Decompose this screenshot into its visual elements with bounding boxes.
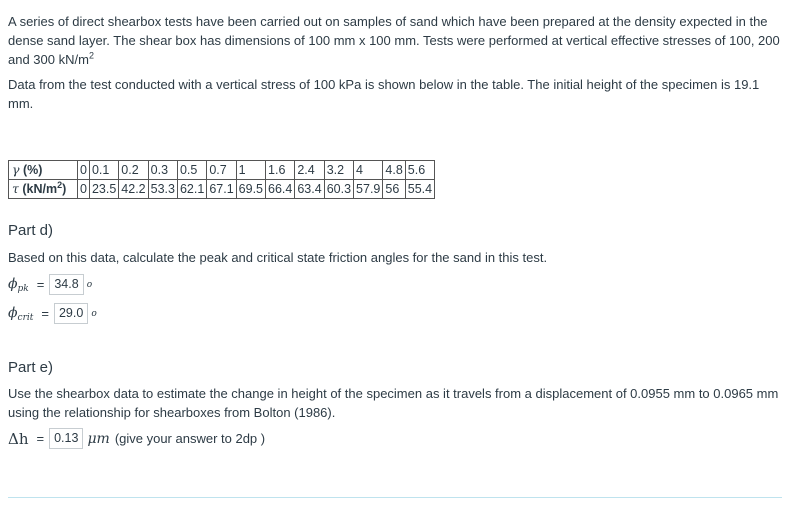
table-cell: 0 [78, 180, 90, 199]
data-table [8, 160, 435, 199]
degree-unit: o [86, 279, 93, 290]
answer-precision-note: (give your answer to 2dp ) [114, 431, 266, 446]
table-cell: 4.8 [383, 161, 405, 180]
table-cell: 1.6 [266, 161, 295, 180]
phi-symbol: ϕ [8, 304, 18, 321]
table-cell: 56 [383, 180, 405, 199]
table-cell: 0.3 [148, 161, 177, 180]
table-cell: 2.4 [295, 161, 324, 180]
micrometre-unit: μm [87, 430, 110, 447]
table-row-strain [9, 161, 435, 180]
bottom-divider [8, 497, 782, 498]
table-cell: 55.4 [405, 180, 434, 199]
table-cell: 66.4 [266, 180, 295, 199]
row-label-strain: (%) [19, 163, 43, 177]
row-header-strain [9, 161, 78, 180]
table-cell: 63.4 [295, 180, 324, 199]
table-cell: 1 [236, 161, 265, 180]
part-e-title: Part e) [8, 359, 54, 376]
table-cell: 5.6 [405, 161, 434, 180]
table-cell: 0.7 [207, 161, 236, 180]
superscript-2: 2 [88, 50, 94, 61]
tau-symbol: τ [12, 181, 19, 196]
table-cell: 0.1 [89, 161, 118, 180]
phi-crit-symbol [8, 305, 33, 323]
delta-h-symbol: Δh [8, 429, 29, 448]
table-cell: 69.5 [236, 180, 265, 199]
row-label-close: ) [62, 182, 67, 196]
table-cell: 67.1 [207, 180, 236, 199]
crit-angle-row [8, 303, 97, 324]
equals-sign: = [36, 431, 45, 446]
part-d-title: Part d) [8, 222, 54, 239]
table-cell: 0 [78, 161, 90, 180]
table-cell: 42.2 [119, 180, 148, 199]
intro-paragraph-2: Data from the test conducted with a vertical stress of 100 kPa is shown below in the table. The initial height of the specimen is 19.1 mm. [8, 77, 760, 111]
degree-unit: o [91, 308, 97, 319]
peak-angle-row [8, 274, 92, 295]
table-cell: 4 [354, 161, 383, 180]
crit-angle-input[interactable]: 29.0 [54, 303, 88, 324]
intro-text-1: A series of direct shearbox tests have been carried out on samples of sand which have been prepared at the density expected in the dense sand layer. The shear box has dimensions of 100 mm x 100 mm. Tests were performed at vertical effective stresses of 100, 200 and 300 kN/m [8, 14, 780, 67]
phi-pk-symbol [8, 276, 29, 294]
table-cell: 23.5 [89, 180, 118, 199]
gamma-symbol: γ [12, 162, 20, 177]
equals-sign: = [41, 306, 49, 321]
table-cell: 3.2 [324, 161, 353, 180]
superscript-2: 2 [57, 179, 63, 190]
phi-symbol: ϕ [8, 275, 18, 292]
table-row-stress [9, 180, 435, 199]
row-label-stress: (kN/m [18, 182, 58, 196]
equals-sign: = [36, 277, 45, 292]
table-cell: 57.9 [354, 180, 383, 199]
part-d-question: Based on this data, calculate the peak and critical state friction angles for the sand in this test. [8, 250, 548, 265]
table-cell: 62.1 [177, 180, 206, 199]
height-change-row [8, 428, 265, 449]
table-cell: 60.3 [324, 180, 353, 199]
intro-paragraph-1 [8, 12, 784, 69]
subscript-pk: pk [17, 283, 29, 294]
row-header-stress [9, 180, 78, 199]
peak-angle-input[interactable]: 34.8 [49, 274, 83, 295]
height-change-input[interactable]: 0.13 [49, 428, 83, 449]
table-cell: 0.2 [119, 161, 148, 180]
table-cell: 0.5 [177, 161, 206, 180]
table-cell: 53.3 [148, 180, 177, 199]
part-e-question: Use the shearbox data to estimate the change in height of the specimen as it travels from a displacement of 0.0955 mm to 0.0965 mm using the relationship for shearboxes from Bolton (1986). [8, 386, 779, 420]
subscript-crit: crit [17, 312, 34, 323]
